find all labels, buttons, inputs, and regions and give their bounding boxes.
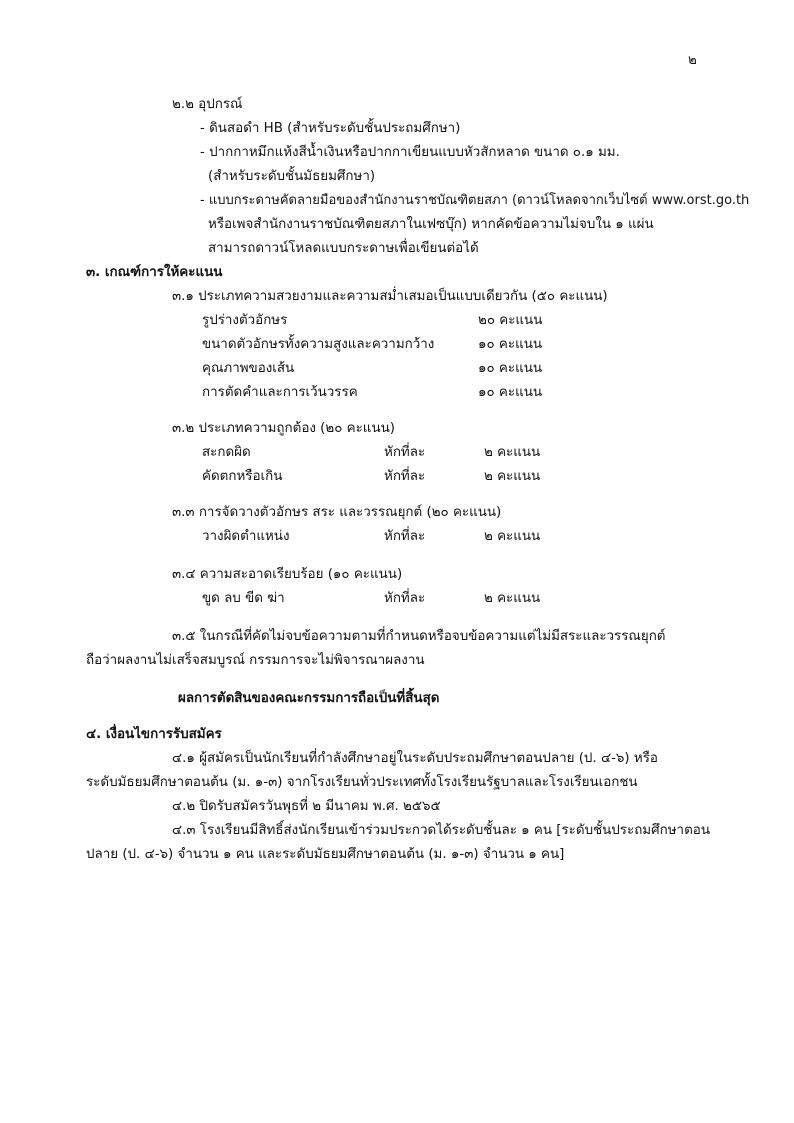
criteria-3-3-heading: ๓.๓ การจัดวางตัวอักษร สระ และวรรณยุกต์ (๒๐ คะแนน) xyxy=(172,505,502,520)
criteria-3-1-row-score: ๑๐ คะแนน xyxy=(478,385,543,400)
criteria-3-2-row-deduct: หักที่ละ xyxy=(384,445,426,460)
criteria-3-2-row-deduct: หักที่ละ xyxy=(384,469,426,484)
application-4-2: ๔.๒ ปิดรับสมัครวันพุธที่ ๒ มีนาคม พ.ศ. ๒๕๖๕ xyxy=(172,799,441,814)
equipment-heading: ๒.๒ อุปกรณ์ xyxy=(172,97,243,112)
criteria-3-1-row-label: รูปร่างตัวอักษร xyxy=(202,313,288,328)
criteria-3-1-row-score: ๒๐ คะแนน xyxy=(478,313,543,328)
criteria-3-1-row-label: ขนาดตัวอักษรทั้งความสูงและความกว้าง xyxy=(202,337,435,352)
criteria-3-2-row-score: ๒ คะแนน xyxy=(484,445,541,460)
criteria-3-2-row-label: สะกดผิด xyxy=(202,445,251,460)
criteria-3-3-row-deduct: หักที่ละ xyxy=(384,529,426,544)
criteria-3-2-row-label: คัดตกหรือเกิน xyxy=(202,469,283,484)
equipment-item-paper: - แบบกระดาษคัดลายมือของสำนักงานราชบัณฑิตยสภา (ดาวน์โหลดจากเว็บไซต์ www.orst.go.th xyxy=(200,193,750,208)
application-4-1-line1: ๔.๑ ผู้สมัครเป็นนักเรียนที่กำลังศึกษาอยู่ในระดับประถมศึกษาตอนปลาย (ป. ๔-๖) หรือ xyxy=(172,751,658,766)
application-4-1-line2: ระดับมัธยมศึกษาตอนต้น (ม. ๑-๓) จากโรงเรียนทั่วประเทศทั้งโรงเรียนรัฐบาลและโรงเรียนเอกชน xyxy=(86,775,638,790)
equipment-item-paper-line2: หรือเพจสำนักงานราชบัณฑิตยสภาในเฟซบุ๊ก) หากคัดข้อความไม่จบใน ๑ แผ่น xyxy=(208,217,654,232)
application-4-3-line2: ปลาย (ป. ๔-๖) จำนวน ๑ คน และระดับมัธยมศึกษาตอนต้น (ม. ๑-๓) จำนวน ๑ คน] xyxy=(86,847,565,862)
criteria-3-4-row-deduct: หักที่ละ xyxy=(384,591,426,606)
criteria-3-4-row-score: ๒ คะแนน xyxy=(484,591,541,606)
criteria-heading: ๓. เกณฑ์การให้คะแนน xyxy=(86,265,223,280)
criteria-3-2-heading: ๓.๒ ประเภทความถูกต้อง (๒๐ คะแนน) xyxy=(172,421,395,436)
criteria-3-1-row-score: ๑๐ คะแนน xyxy=(478,361,543,376)
criteria-3-3-row-label: วางผิดตำแหน่ง xyxy=(202,529,290,544)
equipment-item-paper-line3: สามารถดาวน์โหลดแบบกระดาษเพื่อเขียนต่อได้ xyxy=(208,241,479,256)
equipment-item-pen-note: (สำหรับระดับชั้นมัธยมศึกษา) xyxy=(208,169,376,184)
criteria-3-1-row-score: ๑๐ คะแนน xyxy=(478,337,543,352)
criteria-3-4-heading: ๓.๔ ความสะอาดเรียบร้อย (๑๐ คะแนน) xyxy=(172,567,403,582)
criteria-3-3-row-score: ๒ คะแนน xyxy=(484,529,541,544)
equipment-item-pencil: - ดินสอดำ HB (สำหรับระดับชั้นประถมศึกษา) xyxy=(200,121,461,136)
criteria-3-1-heading: ๓.๑ ประเภทความสวยงามและความสม่ำเสมอเป็นแบบเดียวกัน (๕๐ คะแนน) xyxy=(172,289,608,304)
criteria-3-5-line1: ๓.๕ ในกรณีที่คัดไม่จบข้อความตามที่กำหนดหรือจบข้อความแต่ไม่มีสระและวรรณยุกต์ xyxy=(172,629,666,644)
criteria-3-4-row-label: ขูด ลบ ขีด ฆ่า xyxy=(202,591,285,606)
criteria-3-2-row-score: ๒ คะแนน xyxy=(484,469,541,484)
equipment-item-pen: - ปากกาหมึกแห้งสีน้ำเงินหรือปากกาเขียนแบบหัวสักหลาด ขนาด ๐.๑ มม. xyxy=(200,145,620,160)
criteria-3-1-row-label: คุณภาพของเส้น xyxy=(202,361,295,376)
application-4-3-line1: ๔.๓ โรงเรียนมีสิทธิ์ส่งนักเรียนเข้าร่วมประกวดได้ระดับชั้นละ ๑ คน [ระดับชั้นประถมศึกษาตอน xyxy=(172,823,710,838)
final-decision-note: ผลการตัดสินของคณะกรรมการถือเป็นที่สิ้นสุด xyxy=(178,691,440,706)
page-number: ๒ xyxy=(688,53,697,68)
criteria-3-1-row-label: การตัดคำและการเว้นวรรค xyxy=(202,385,358,400)
application-heading: ๔. เงื่อนไขการรับสมัคร xyxy=(86,727,222,742)
criteria-3-5-line2: ถือว่าผลงานไม่เสร็จสมบูรณ์ กรรมการจะไม่พิจารณาผลงาน xyxy=(86,653,425,668)
